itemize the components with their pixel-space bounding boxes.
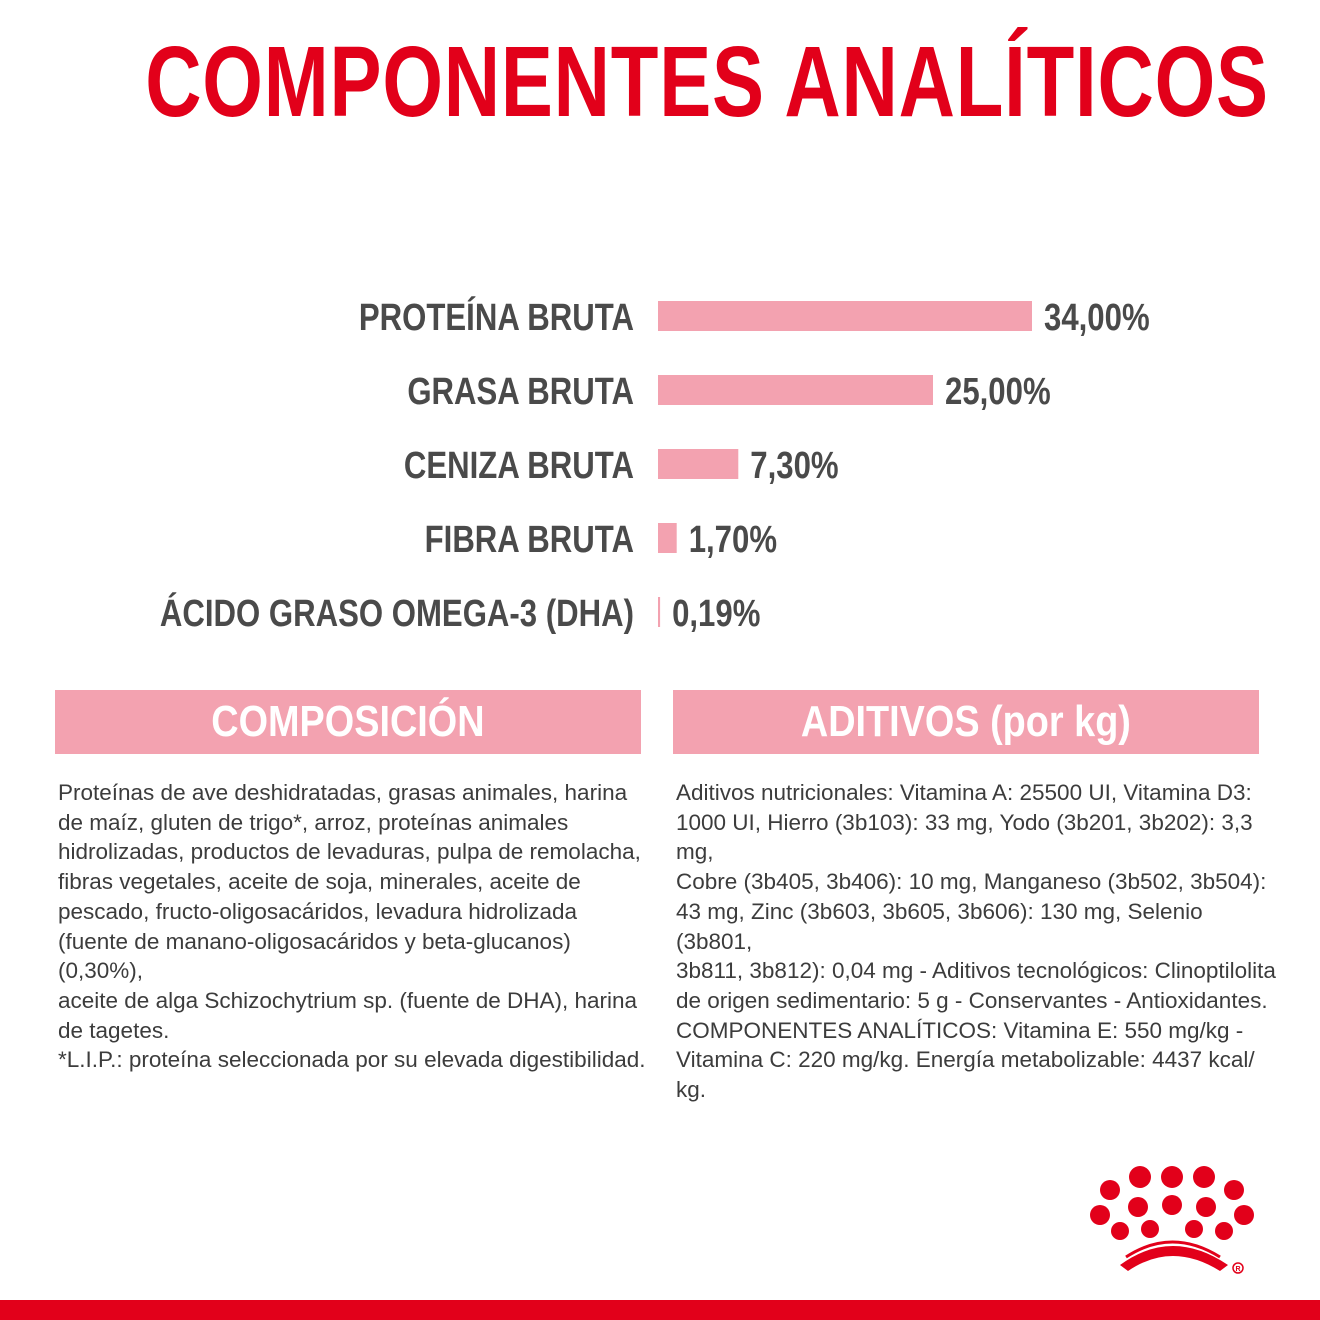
bar	[658, 449, 738, 479]
bar	[658, 597, 660, 627]
bar-label: GRASA BRUTA	[407, 371, 635, 413]
bar	[658, 375, 933, 405]
composicion-header-label: COMPOSICIÓN	[211, 697, 485, 746]
bar-value-label: 1,70%	[688, 519, 778, 561]
bar-value-label: 7,30%	[750, 445, 839, 487]
bar-label: ÁCIDO GRASO OMEGA-3 (DHA)	[159, 593, 634, 635]
aditivos-header	[673, 690, 1259, 754]
bar	[658, 301, 1032, 331]
royal-canin-crown-icon	[1080, 1165, 1265, 1275]
bar-value-label: 25,00%	[945, 371, 1051, 413]
svg-text:R: R	[1235, 1266, 1241, 1273]
composicion-text: Proteínas de ave deshidratadas, grasas animales, harina de maíz, gluten de trigo*, arroz, proteínas animales hidrolizadas, productos de levaduras, pulpa de remolacha, fibras vegetales, aceite de soja, minerales, aceite de pescado, fructo-oligosacáridos, levadura hidrolizada (fuente de manano-oligosacáridos y beta-glucanos) (0,30%), aceite de alga Schizochytrium sp. (fuente de DHA), harina de tagetes. *L.I.P.: proteína seleccionada por su elevada digestibilidad.	[58, 780, 646, 1073]
page-title: COMPONENTES ANALÍTICOS	[145, 26, 1269, 138]
nutrient-bar-chart	[0, 270, 1320, 650]
aditivos-text: Aditivos nutricionales: Vitamina A: 25500 UI, Vitamina D3: 1000 UI, Hierro (3b103): 33 mg, Yodo (3b201, 3b202): 3,3 mg, Cobre (3b405, 3b406): 10 mg, Manganeso (3b502, 3b504): 43 mg, Zinc (3b603, 3b605, 3b606): 130 mg, Selenio (3b801, 3b811, 3b812): 0,04 mg - Aditivos tecnológicos: Clinoptilolita de origen sedimentario: 5 g - Conservantes - Antioxidantes. COMPONENTES ANALÍTICOS: Vitamina E: 550 mg/kg - Vitamina C: 220 mg/kg. Energía metabolizable: 4437 kcal/ kg.	[676, 780, 1276, 1103]
bar-value-label: 34,00%	[1044, 297, 1150, 339]
bar-label: CENIZA BRUTA	[403, 445, 635, 487]
bar-value-label: 0,19%	[672, 593, 761, 635]
aditivos-header-label: ADITIVOS (por kg)	[800, 697, 1132, 746]
bar-label: FIBRA BRUTA	[424, 519, 635, 561]
bar	[658, 523, 677, 553]
bar-label: PROTEÍNA BRUTA	[358, 297, 635, 339]
composicion-header	[55, 690, 641, 754]
bottom-brand-bar	[0, 1300, 1320, 1320]
